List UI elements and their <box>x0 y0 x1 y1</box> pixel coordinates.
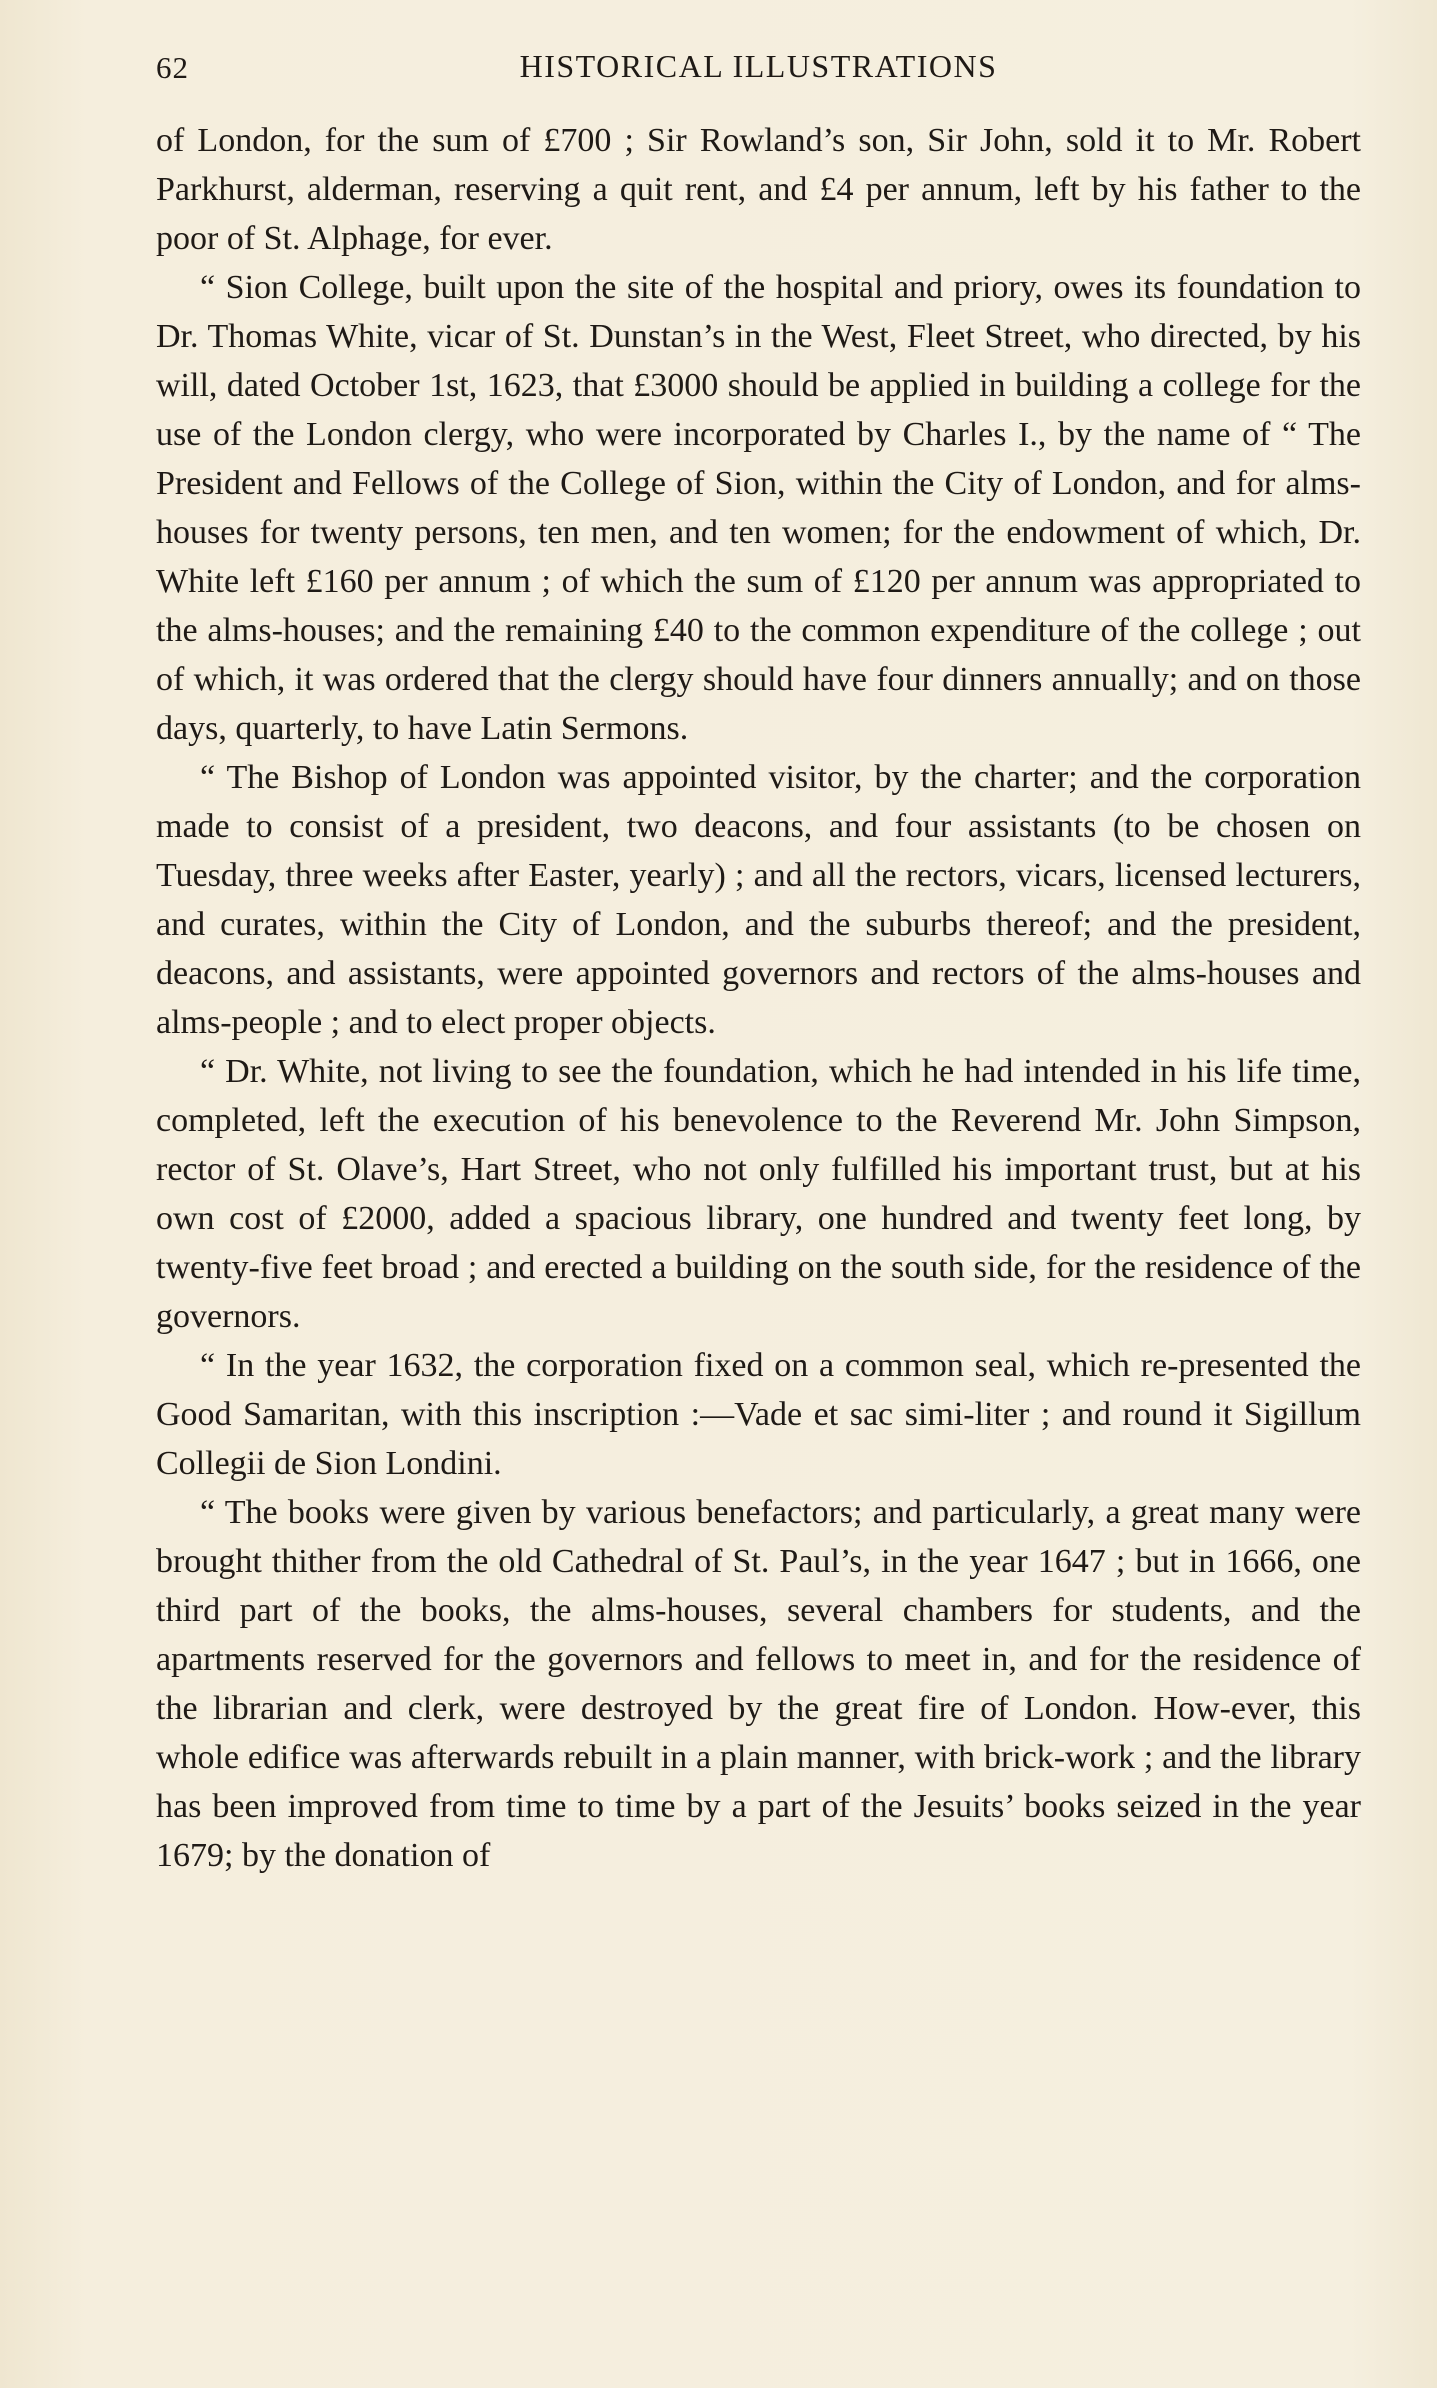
paragraph-common-seal: “ In the year 1632, the corporation fixed on a common seal, which re-presented the Good Samaritan, with this inscription :—Vade et sac simi-liter ; and round it Sigillum Collegii de Sion Londini. <box>156 1347 1361 1482</box>
paragraph-bishop-of-london: “ The Bishop of London was appointed visitor, by the charter; and the corporation made to consist of a president, two deacons, and four assistants (to be chosen on Tuesday, three weeks after Easter, yearly) ; and all the rectors, vicars, licensed lecturers, and curates, within the City of London, and the suburbs thereof; and the president, deacons, and assistants, were appointed governors and rectors of the alms-houses and alms-people ; and to elect proper objects. <box>156 759 1361 1041</box>
running-head: HISTORICAL ILLUSTRATIONS <box>519 48 998 84</box>
body-text <box>156 116 1361 1880</box>
page-header <box>156 44 1361 94</box>
page-number: 62 <box>156 50 189 85</box>
paragraph-continuation: of London, for the sum of £700 ; Sir Rowland’s son, Sir John, sold it to Mr. Robert Parkhurst, alderman, reserving a quit rent, and £4 per annum, left by his father to the poor of St. Alphage, for ever. <box>156 122 1361 257</box>
paragraph-books: “ The books were given by various benefactors; and particularly, a great many were brought thither from the old Cathedral of St. Paul’s, in the year 1647 ; but in 1666, one third part of the books, the alms-houses, several chambers for students, and the apartments reserved for the governors and fellows to meet in, and for the residence of the librarian and clerk, were destroyed by the great fire of London. How-ever, this whole edifice was afterwards rebuilt in a plain manner, with brick-work ; and the library has been improved from time to time by a part of the Jesuits’ books seized in the year 1679; by the donation of <box>156 1494 1361 1874</box>
paragraph-sion-college: “ Sion College, built upon the site of the hospital and priory, owes its foundation to Dr. Thomas White, vicar of St. Dunstan’s in the West, Fleet Street, who directed, by his will, dated October 1st, 1623, that £3000 should be applied in building a college for the use of the London clergy, who were incorporated by Charles I., by the name of “ The President and Fellows of the College of Sion, within the City of London, and for alms-houses for twenty persons, ten men, and ten women; for the endowment of which, Dr. White left £160 per annum ; of which the sum of £120 per annum was appropriated to the alms-houses; and the remaining £40 to the common expenditure of the college ; out of which, it was ordered that the clergy should have four dinners annually; and on those days, quarterly, to have Latin Sermons. <box>156 269 1361 747</box>
paragraph-dr-white: “ Dr. White, not living to see the foundation, which he had intended in his life time, completed, left the execution of his benevolence to the Reverend Mr. John Simpson, rector of St. Olave’s, Hart Street, who not only fulfilled his important trust, but at his own cost of £2000, added a spacious library, one hundred and twenty feet long, by twenty-five feet broad ; and erected a building on the south side, for the residence of the governors. <box>156 1053 1361 1335</box>
